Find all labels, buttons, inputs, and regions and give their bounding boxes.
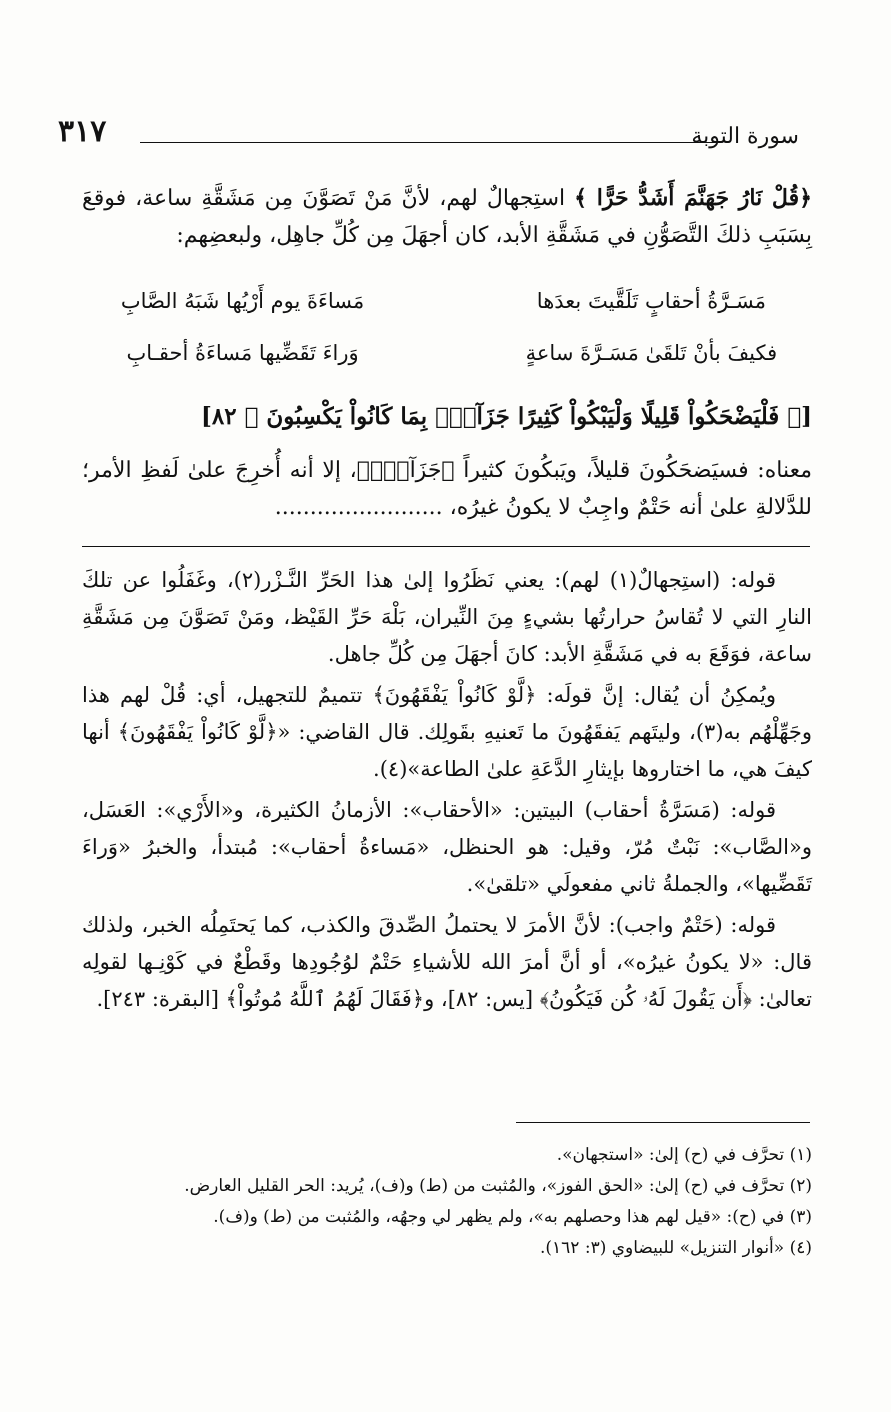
header-rule xyxy=(140,142,718,143)
verse-hemistich-left: وَراءَ تَقَضِّيها مَساءَةُ أحقـابِ xyxy=(126,341,359,365)
surah-title: سورة التوبة xyxy=(691,124,799,149)
footnote-1: (١) تحرَّف في (ح) إلىٰ: «استجهان». xyxy=(556,1145,812,1165)
meaning-paragraph: معناه: فسيَضحَكُونَ قليلاً، ويَبكُونَ كثيراً ﴿جَزَآءَۢ﴾، إلا أنه أُخرِجَ علىٰ لَفظِ الأمر؛ للدَّلالةِ علىٰ أنه حَتْمٌ واجِبٌ لا يكونُ غيرُه، ........................ xyxy=(82,458,812,520)
poem-verse-2 xyxy=(82,341,812,365)
footnote-3: (٣) في (ح): «قيل لهم هذا وحصلهم به»، ولم يظهر لي وجهُه، والمُثبت من (ط) و(ف). xyxy=(213,1207,812,1227)
commentary xyxy=(82,562,812,1018)
quran-quote: ﴿قُلْ نَارُ جَهَنَّمَ أَشَدُّ حَرًّا ﴾ xyxy=(574,185,813,211)
verse-hemistich-right: فكيفَ بأنْ تَلقَىٰ مَسَـرَّةَ ساعةٍ xyxy=(525,341,778,365)
commentary-paragraph-2: ويُمكِنُ أن يُقال: إنَّ قولَه: ﴿لَّوْ كَانُواْ يَفْقَهُونَ﴾ تتميمٌ للتجهيل، أي: قُلْ لهم هذا وجَهِّلْهُم به(٣)، وليتَهم يَفقَهُونَ ما تَعنيهِ بقَولِك. قال القاضي: «﴿لَّوْ كَانُواْ يَفْقَهُونَ﴾ أنها كيفَ هي، ما اختاروها بإيثارِ الدَّعَةِ علىٰ الطاعة»(٤). xyxy=(82,683,812,781)
verse-hemistich-left: مَساءَةَ يوم أَرْيُها شَبَهُ الصَّابِ xyxy=(120,289,365,313)
main-separator xyxy=(82,546,810,547)
footnote-separator xyxy=(516,1122,810,1123)
quran-verse: [﴿ فَلْيَضْحَكُواْ قَلِيلًا وَلْيَبْكُواْ كَثِيرًا جَزَآءَۢ بِمَا كَانُواْ يَكْسِبُونَ ﴾ ٨٢] xyxy=(200,403,812,430)
poem-verse-1 xyxy=(82,289,812,313)
tafsir-text: استِجهالٌ لهم، لأنَّ مَنْ تَصَوَّنَ مِن مَشَقَّةِ ساعة، فوقعَ بِسَبَبِ ذلكَ التَّصَوُّنِ في مَشَقَّةِ الأبد، كان أجهَلَ مِن كُلِّ جاهِل، ولبعضِهم: xyxy=(82,186,812,248)
commentary-paragraph-3: قوله: (مَسَرَّةُ أحقاب) البيتين: «الأحقاب»: الأزمانُ الكثيرة، و«الأَرْي»: العَسَل، و«الصَّاب»: نَبْتٌ مُرّ، وقيل: هو الحنظل، «مَساءةُ أحقاب»: مُبتدأ، والخبرُ «وَراءَ تَقَضِّيها»، والجملةُ ثاني مفعولَي «تلقىٰ». xyxy=(82,798,812,896)
commentary-paragraph-1: قوله: (استِجهالٌ(١) لهم): يعني نَظَرُوا إلىٰ هذا الحَرِّ النَّـزْر(٢)، وغَفَلُوا عن تلكَ النارِ التي لا تُقاسُ حرارتُها بشيءٍ مِنَ النِّيران، بَلْهَ حَرِّ القَيْظ، ومَنْ تَصَوَّنَ مِن مَشَقَّةِ ساعة، فوَقَعَ به في مَشَقَّةِ الأبد: كانَ أجهَلَ مِن كُلِّ جاهل. xyxy=(82,568,812,666)
main-paragraph-1 xyxy=(82,180,812,254)
footnote-4: (٤) «أنوار التنزيل» للبيضاوي (٣: ١٦٢). xyxy=(539,1238,812,1258)
page-number: ٣١٧ xyxy=(58,114,107,149)
commentary-paragraph-4: قوله: (حَتْمٌ واجب): لأنَّ الأمرَ لا يحتملُ الصِّدقَ والكذب، كما يَحتَمِلُه الخبر، ولذلك قال: «لا يكونُ غيرُه»، أو أنَّ أمرَ الله للأشياءِ حَتْمٌ لوُجُودِها وقَطْعٌ في كَوْنِـها لقولِه تعالىٰ: ﴿أَن يَقُولَ لَهُۥ كُن فَيَكُونُ﴾ [يس: ٨٢]، و﴿فَقَالَ لَهُمُ ٱللَّهُ مُوتُواْ﴾ [البقرة: ٢٤٣]. xyxy=(82,913,812,1011)
verse-hemistich-right: مَسَـرَّةُ أحقابٍ تَلَقَّيتَ بعدَها xyxy=(536,289,767,313)
footnote-2: (٢) تحرَّف في (ح) إلىٰ: «الحق الفوز»، والمُثبت من (ط) و(ف)، يُريد: الحر القليل العارض. xyxy=(184,1176,812,1196)
footnotes xyxy=(82,1140,812,1264)
